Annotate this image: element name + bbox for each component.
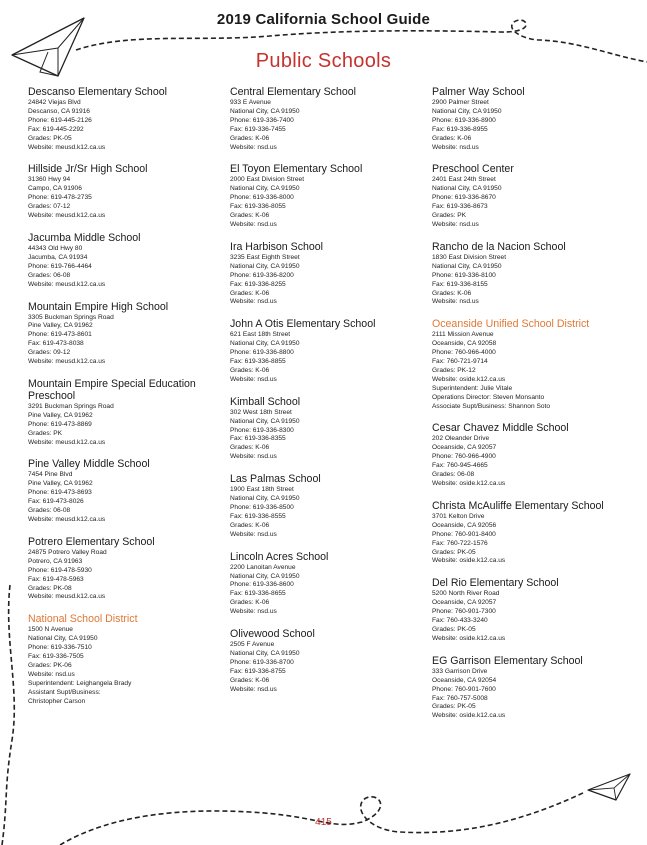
entry-detail-line: Website: meusd.k12.ca.us xyxy=(28,212,106,220)
school-name: Pine Valley Middle School xyxy=(28,458,150,471)
entry-detail-line: Phone: 619-336-7400 xyxy=(230,116,294,124)
entry-detail-line: Website: meusd.k12.ca.us xyxy=(28,593,106,601)
school-entry xyxy=(230,628,430,694)
entry-detail-line: Fax: 619-336-8255 xyxy=(230,280,286,288)
entry-detail-line: Website: nsd.us xyxy=(432,298,479,306)
school-name: Palmer Way School xyxy=(432,86,525,98)
entry-detail-line: Phone: 619-336-8500 xyxy=(230,504,294,511)
entry-detail-line: 1830 East Division Street xyxy=(432,253,507,261)
school-name: Hillside Jr/Sr High School xyxy=(28,163,148,176)
entry-detail-line: 5200 North River Road xyxy=(432,590,500,598)
entry-detail-line: Phone: 760-966-4900 xyxy=(432,453,496,461)
entry-detail-line: Phone: 619-336-8000 xyxy=(230,194,294,202)
entry-detail-line: National City, CA 91950 xyxy=(230,572,300,580)
entry-detail-line: Phone: 619-336-8300 xyxy=(230,426,294,434)
entry-detail-line: Fax: 619-336-8355 xyxy=(230,435,286,443)
school-name: Mountain Empire Special Education Preschool xyxy=(28,377,196,402)
entry-detail-line: Phone: 760-901-7600 xyxy=(432,685,496,693)
entry-detail-line: 3305 Buckman Springs Road xyxy=(28,313,114,321)
entry-detail-line: Website: nsd.us xyxy=(230,453,277,461)
entry-detail-line: Grades: 07-12 xyxy=(28,203,71,211)
school-entry xyxy=(432,163,632,229)
school-entry xyxy=(230,396,430,462)
entry-detail-line: Phone: 619-473-8869 xyxy=(28,420,92,428)
school-entry xyxy=(28,163,228,221)
entry-detail-line: 1500 N Avenue xyxy=(28,626,73,634)
entry-detail-line: Oceanside, CA 92057 xyxy=(432,444,497,452)
school-entry xyxy=(230,86,430,152)
entry-detail-line: Phone: 619-336-8100 xyxy=(432,271,496,279)
district-entry xyxy=(28,613,228,706)
school-entry xyxy=(230,473,430,539)
entry-detail-line: Website: nsd.us xyxy=(230,685,277,693)
school-name: John A Otis Elementary School xyxy=(230,318,376,331)
school-name: Del Rio Elementary School xyxy=(432,577,559,590)
district-name: Oceanside Unified School District xyxy=(432,318,590,331)
entry-detail-line: Phone: 619-336-8900 xyxy=(432,116,496,124)
entry-detail-line: Grades: 06-08 xyxy=(28,271,71,279)
school-entry xyxy=(28,458,228,524)
entry-detail-line: 621 East 18th Street xyxy=(230,331,291,339)
entry-detail-line: 2200 Lanoitan Avenue xyxy=(230,563,296,571)
entry-detail-line: Fax: 619-336-8855 xyxy=(230,358,286,366)
entry-detail-line: Fax: 619-336-8055 xyxy=(230,203,286,211)
entry-detail-line: Grades: 06-08 xyxy=(28,507,71,515)
entry-detail-line: Pine Valley, CA 91962 xyxy=(28,480,93,488)
entry-detail-line: Pine Valley, CA 91962 xyxy=(28,411,93,419)
entry-detail-line: Campo, CA 91906 xyxy=(28,185,82,193)
entry-detail-line: Phone: 619-336-8600 xyxy=(230,581,294,589)
entry-detail-line: Fax: 619-473-8038 xyxy=(28,340,84,348)
entry-detail-line: 202 Oleander Drive xyxy=(432,435,490,443)
column-1 xyxy=(28,86,228,718)
entry-detail-line: 1900 East 18th Street xyxy=(230,486,294,494)
entry-detail-line: National City, CA 91950 xyxy=(432,107,502,115)
entry-detail-line: 3291 Buckman Springs Road xyxy=(28,402,114,410)
entry-detail-line: Website: nsd.us xyxy=(28,670,75,678)
school-name: Descanso Elementary School xyxy=(28,86,167,98)
entry-detail-line: Jacumba, CA 91934 xyxy=(28,253,88,261)
entry-detail-line: Grades: PK-05 xyxy=(432,703,476,711)
entry-detail-line: Website: meusd.k12.ca.us xyxy=(28,280,106,288)
entry-detail-line: Phone: 619-478-2735 xyxy=(28,194,92,202)
entry-detail-line: Grades: PK-08 xyxy=(28,584,72,592)
school-name: Ira Harbison School xyxy=(230,240,324,253)
entry-detail-line: National City, CA 91950 xyxy=(230,107,300,115)
entry-detail-line: 2505 F Avenue xyxy=(230,641,275,649)
entry-detail-line: Website: nsd.us xyxy=(230,298,277,306)
entry-detail-line: Website: meusd.k12.ca.us xyxy=(28,358,106,366)
section-title: Public Schools xyxy=(255,50,392,72)
entry-detail-line: Superintendent: Leighangela Brady xyxy=(28,679,132,687)
school-name: Kimball School xyxy=(230,395,301,408)
entry-detail-line: National City, CA 91950 xyxy=(230,649,300,657)
entry-detail-line: 2000 East Division Street xyxy=(230,176,305,184)
entry-detail-line: Website: meusd.k12.ca.us xyxy=(28,143,106,151)
entry-detail-line: Potrero, CA 91963 xyxy=(28,557,83,565)
entry-detail-line: National City, CA 91950 xyxy=(230,417,300,425)
entry-detail-line: 2900 Palmer Street xyxy=(432,99,489,106)
entry-detail-line: 31360 Hwy 94 xyxy=(28,176,71,184)
entry-detail-line: Grades: K-06 xyxy=(432,289,472,297)
entry-detail-line: Oceanside, CA 92058 xyxy=(432,340,497,348)
entry-detail-line: Website: oside.k12.ca.us xyxy=(432,634,506,642)
entry-detail-line: Fax: 760-757-5008 xyxy=(432,694,488,702)
entry-detail-line: Fax: 619-336-8155 xyxy=(432,280,488,288)
district-entry xyxy=(432,318,632,411)
entry-detail-line: Fax: 619-336-8755 xyxy=(230,667,286,675)
entry-detail-line: Grades: PK-05 xyxy=(432,625,476,633)
school-entry xyxy=(230,163,430,229)
entry-detail-line: Fax: 619-336-7455 xyxy=(230,125,286,133)
entry-detail-line: Grades: K-06 xyxy=(230,444,270,452)
school-name: Preschool Center xyxy=(432,163,514,176)
school-entry xyxy=(230,318,430,384)
school-name: EG Garrison Elementary School xyxy=(432,654,583,667)
entry-detail-line: 3701 Kelton Drive xyxy=(432,512,485,520)
school-entry xyxy=(432,422,632,488)
entry-detail-line: Grades: K-06 xyxy=(230,676,270,684)
entry-detail-line: Website: oside.k12.ca.us xyxy=(432,712,506,720)
entry-detail-line: 333 Garrison Drive xyxy=(432,667,488,675)
school-entry xyxy=(432,241,632,307)
entry-detail-line: 302 West 18th Street xyxy=(230,408,292,416)
entry-detail-line: Phone: 619-473-8601 xyxy=(28,331,92,339)
entry-detail-line: Grades: PK-12 xyxy=(432,366,476,374)
entry-detail-line: Oceanside, CA 92054 xyxy=(432,676,497,684)
entry-detail-line: Grades: 09-12 xyxy=(28,349,71,357)
entry-detail-line: Fax: 619-473-8026 xyxy=(28,498,84,506)
entry-detail-line: 933 E Avenue xyxy=(230,99,271,106)
school-name: Mountain Empire High School xyxy=(28,300,169,313)
entry-detail-line: Grades: K-06 xyxy=(230,134,270,142)
entry-detail-line: Christopher Carson xyxy=(28,697,86,705)
school-name: Potrero Elementary School xyxy=(28,535,155,548)
entry-detail-line: Oceanside, CA 92056 xyxy=(432,521,497,529)
entry-detail-line: 2401 East 24th Street xyxy=(432,176,496,184)
entry-detail-line: Fax: 619-336-8673 xyxy=(432,203,488,211)
entry-detail-line: Grades: PK xyxy=(28,429,63,437)
entry-detail-line: Operations Director: Steven Monsanto xyxy=(432,393,545,401)
entry-detail-line: Grades: K-06 xyxy=(230,521,270,529)
entry-detail-line: 24842 Viejas Blvd xyxy=(28,99,81,106)
entry-detail-line: Fax: 619-445-2292 xyxy=(28,125,84,133)
entry-detail-line: Phone: 619-473-8693 xyxy=(28,489,92,497)
guide-title: 2019 California School Guide xyxy=(216,11,431,28)
school-entry xyxy=(230,241,430,307)
school-name: El Toyon Elementary School xyxy=(230,163,363,176)
school-name: Christa McAuliffe Elementary School xyxy=(432,499,604,512)
school-entry xyxy=(28,378,228,448)
entry-detail-line: Fax: 760-722-1576 xyxy=(432,539,488,547)
entry-detail-line: Website: oside.k12.ca.us xyxy=(432,480,506,487)
entry-detail-line: Associate Supt/Business: Shannon Soto xyxy=(432,402,551,410)
entry-detail-line: Phone: 619-336-8200 xyxy=(230,271,294,279)
entry-detail-line: Grades: 06-08 xyxy=(432,471,475,479)
entry-detail-line: Phone: 619-336-8700 xyxy=(230,658,294,666)
entry-detail-line: Website: nsd.us xyxy=(230,608,277,616)
entry-detail-line: Website: nsd.us xyxy=(432,143,479,151)
district-name: National School District xyxy=(28,613,138,626)
entry-detail-line: Phone: 619-478-5930 xyxy=(28,566,92,574)
entry-detail-line: Oceanside, CA 92057 xyxy=(432,599,497,607)
entry-detail-line: National City, CA 91950 xyxy=(230,495,300,503)
entry-detail-line: Grades: PK xyxy=(432,212,467,220)
entry-detail-line: Fax: 619-336-8955 xyxy=(432,125,488,133)
entry-detail-line: Phone: 760-901-8400 xyxy=(432,530,496,538)
entry-detail-line: Phone: 760-966-4000 xyxy=(432,349,496,357)
entry-detail-line: National City, CA 91950 xyxy=(230,185,300,193)
school-name: Cesar Chavez Middle School xyxy=(432,422,569,435)
entry-detail-line: Phone: 619-445-2126 xyxy=(28,116,92,124)
entry-detail-line: Grades: K-06 xyxy=(230,212,270,220)
entry-detail-line: Grades: PK-06 xyxy=(28,661,72,669)
entry-detail-line: Grades: K-06 xyxy=(230,366,270,374)
entry-detail-line: Phone: 619-766-4464 xyxy=(28,262,92,270)
school-entry xyxy=(230,551,430,617)
entry-detail-line: Website: nsd.us xyxy=(230,375,277,383)
entry-detail-line: Phone: 619-336-8670 xyxy=(432,194,496,202)
school-entry xyxy=(28,232,228,290)
column-3 xyxy=(432,86,632,732)
school-name: Las Palmas School xyxy=(230,473,321,486)
entry-detail-line: National City, CA 91950 xyxy=(230,340,300,348)
entry-detail-line: Fax: 619-336-7505 xyxy=(28,653,84,661)
entry-detail-line: Website: nsd.us xyxy=(432,220,479,228)
entry-detail-line: 7454 Pine Blvd xyxy=(28,471,73,479)
entry-detail-line: National City, CA 91950 xyxy=(432,185,502,193)
entry-detail-line: Phone: 760-901-7300 xyxy=(432,608,496,616)
school-name: Central Elementary School xyxy=(230,86,357,98)
entry-detail-line: 24875 Potrero Valley Road xyxy=(28,548,107,556)
school-entry xyxy=(432,577,632,643)
entry-detail-line: Website: oside.k12.ca.us xyxy=(432,375,506,383)
school-name: Jacumba Middle School xyxy=(28,231,141,244)
entry-detail-line: Fax: 619-336-8655 xyxy=(230,590,286,598)
entry-detail-line: Grades: PK-05 xyxy=(28,134,72,142)
entry-detail-line: National City, CA 91950 xyxy=(230,262,300,270)
school-entry xyxy=(28,86,228,152)
entry-detail-line: National City, CA 91950 xyxy=(28,635,98,643)
paper-plane-icon-small xyxy=(588,774,630,800)
entry-detail-line: Phone: 619-336-8800 xyxy=(230,349,294,357)
entry-detail-line: National City, CA 91950 xyxy=(432,262,502,270)
entry-detail-line: Website: meusd.k12.ca.us xyxy=(28,438,106,446)
school-name: Olivewood School xyxy=(230,628,315,641)
entry-detail-line: Website: oside.k12.ca.us xyxy=(432,557,506,565)
entry-detail-line: Fax: 760-721-9714 xyxy=(432,358,488,366)
entry-detail-line: Pine Valley, CA 91962 xyxy=(28,322,93,330)
school-entry xyxy=(28,536,228,602)
entry-detail-line: Superintendent: Julie Vitale xyxy=(432,384,513,392)
dashed-flight-path-left xyxy=(2,585,14,845)
school-entry xyxy=(432,86,632,152)
entry-detail-line: Grades: K-06 xyxy=(432,134,472,142)
entry-detail-line: Fax: 760-433-3240 xyxy=(432,617,488,625)
entry-detail-line: Descanso, CA 91916 xyxy=(28,107,90,115)
school-entry xyxy=(432,500,632,566)
entry-detail-line: Website: meusd.k12.ca.us xyxy=(28,516,106,523)
entry-detail-line: Website: nsd.us xyxy=(230,143,277,151)
entry-detail-line: 44343 Old Hwy 80 xyxy=(28,244,83,252)
entry-detail-line: Website: nsd.us xyxy=(230,530,277,538)
entry-detail-line: Fax: 619-336-8555 xyxy=(230,512,286,520)
column-2 xyxy=(230,86,430,706)
school-name: Lincoln Acres School xyxy=(230,550,329,563)
school-name: Rancho de la Nacion School xyxy=(432,240,566,253)
school-entry xyxy=(28,301,228,367)
entry-detail-line: Grades: K-06 xyxy=(230,289,270,297)
school-entry xyxy=(432,655,632,721)
entry-detail-line: Website: nsd.us xyxy=(230,220,277,228)
entry-detail-line: 2111 Mission Avenue xyxy=(432,331,494,339)
entry-detail-line: Phone: 619-336-7510 xyxy=(28,644,92,652)
entry-detail-line: Fax: 619-478-5963 xyxy=(28,575,84,583)
page-number: 415 xyxy=(315,817,332,828)
entry-detail-line: Grades: PK-05 xyxy=(432,548,476,556)
entry-detail-line: Grades: K-06 xyxy=(230,599,270,607)
entry-detail-line: 3235 East Eighth Street xyxy=(230,253,300,261)
entry-detail-line: Assistant Supt/Business: xyxy=(28,688,101,696)
entry-detail-line: Fax: 760-945-4665 xyxy=(432,462,488,470)
